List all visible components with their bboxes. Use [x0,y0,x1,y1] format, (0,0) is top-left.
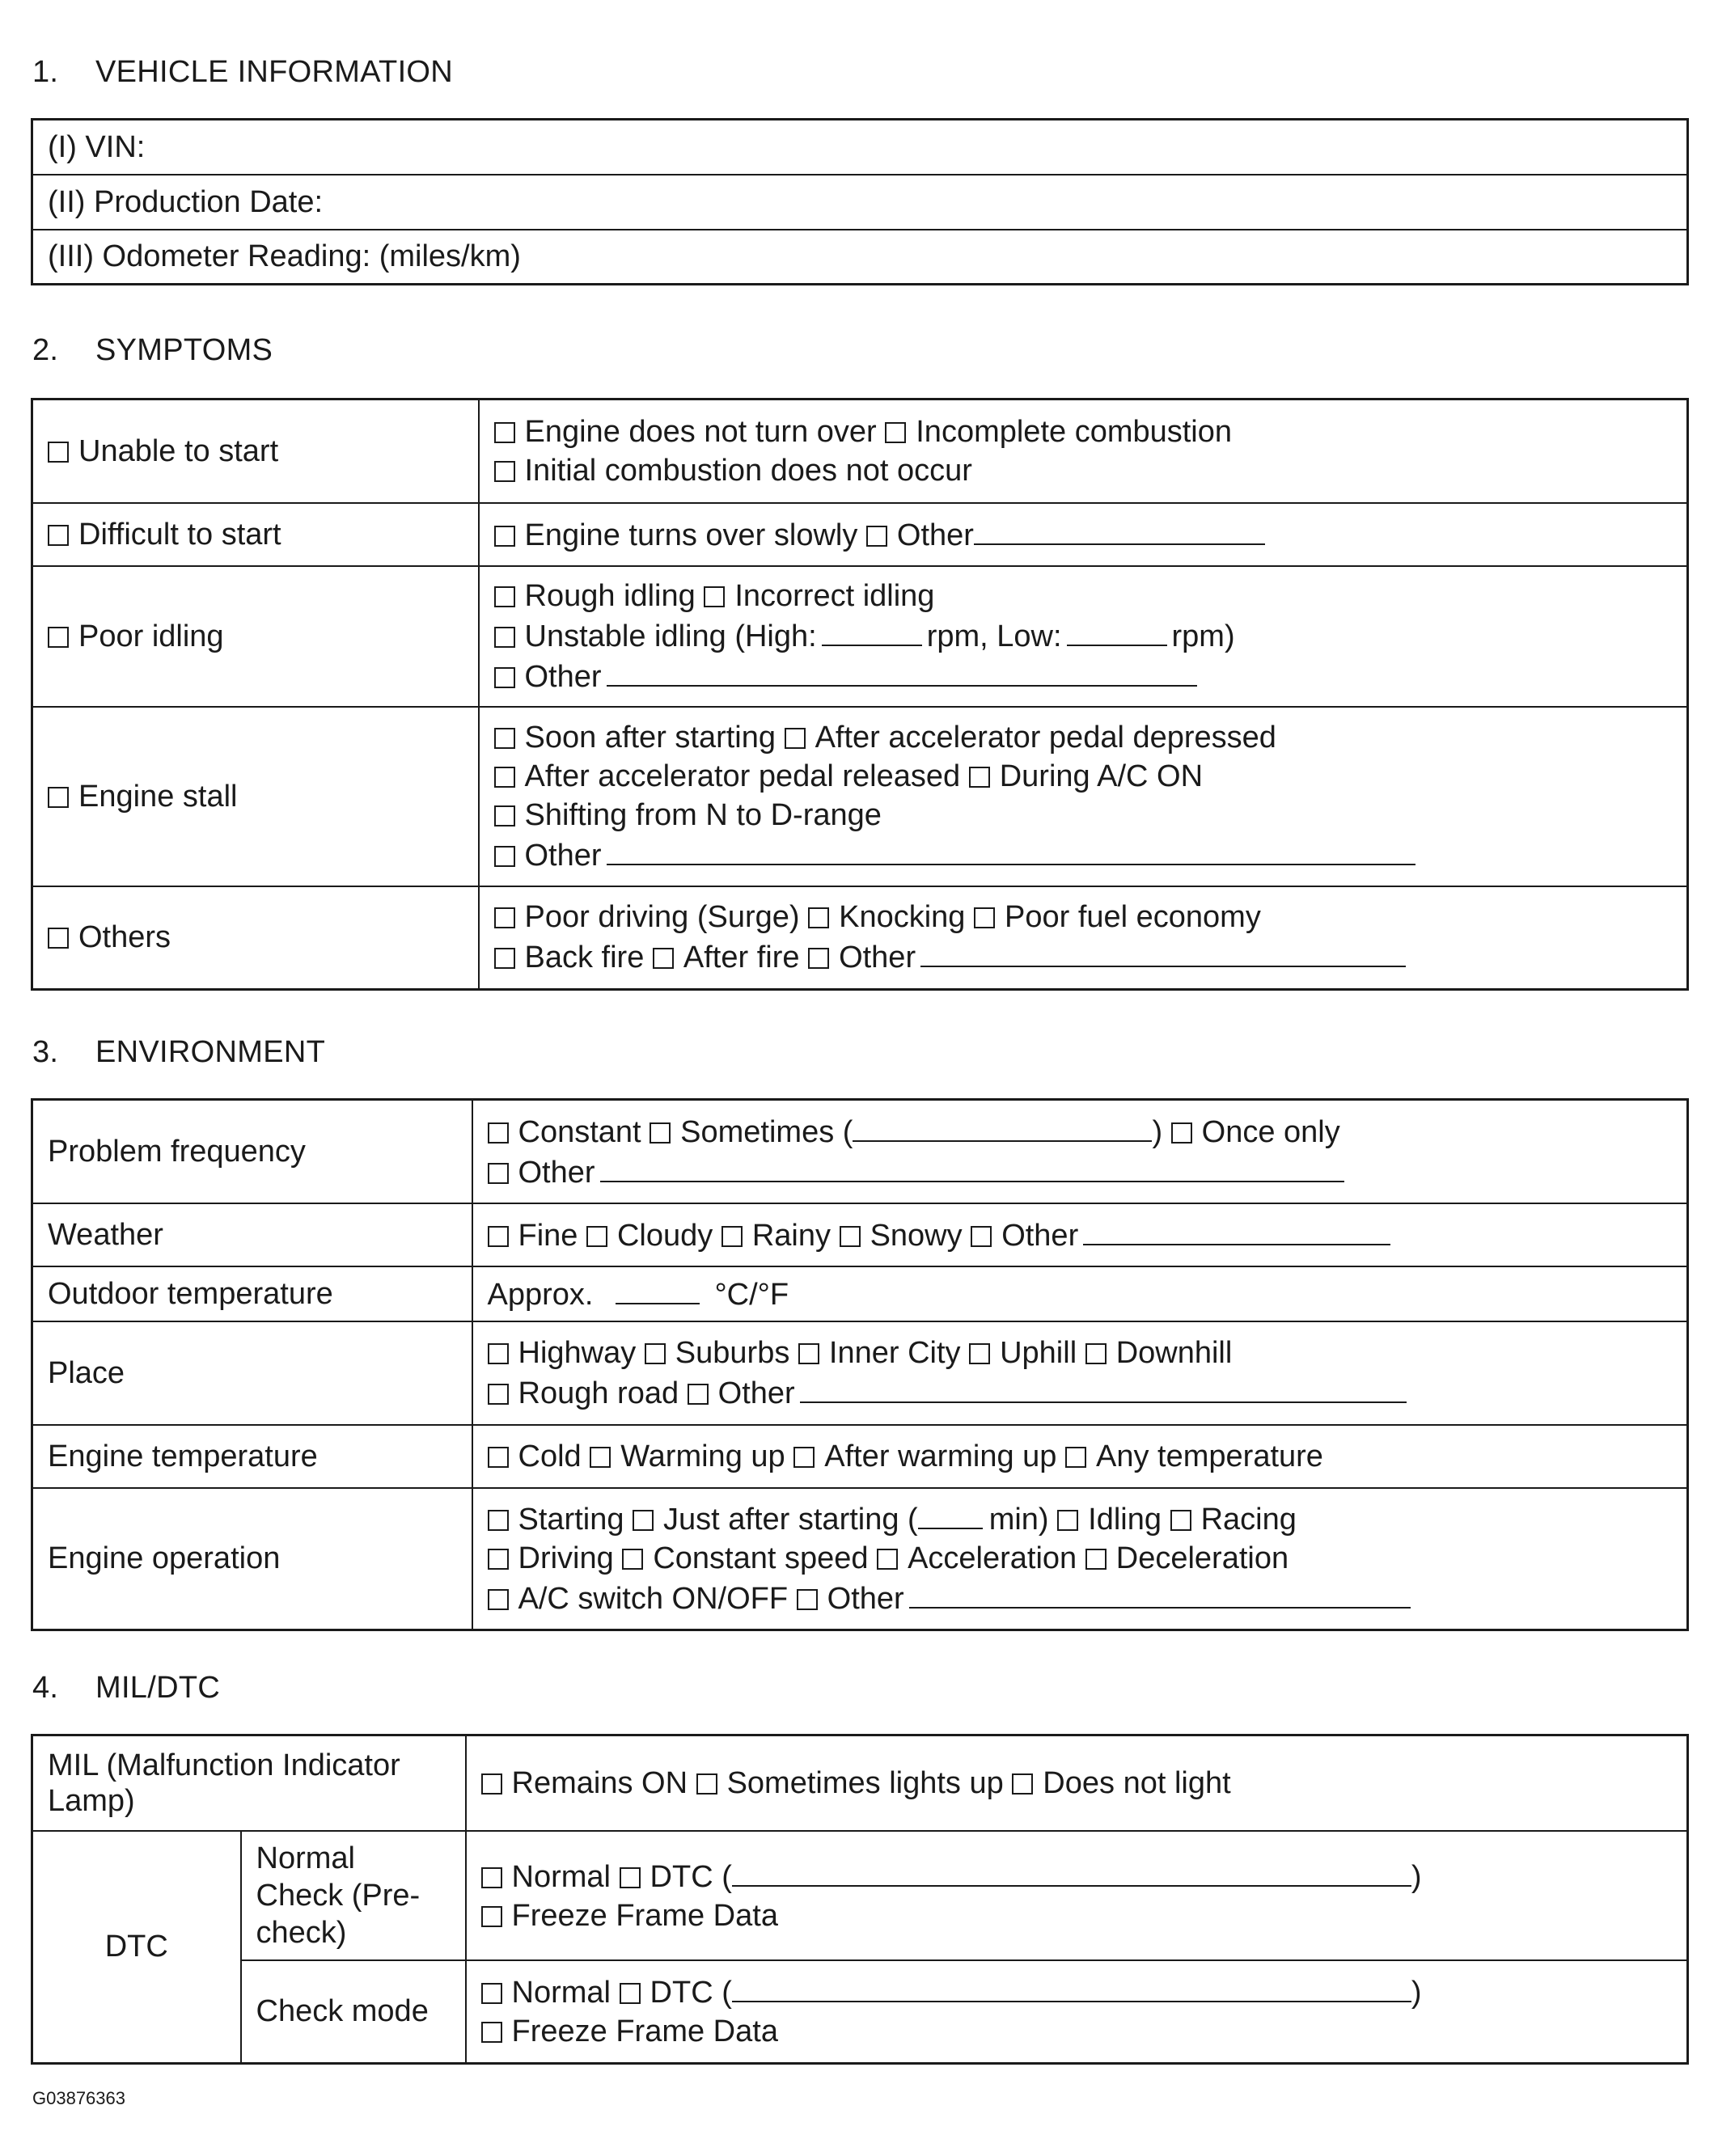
checkbox[interactable] [481,1983,502,2004]
checkbox[interactable] [704,586,725,607]
blank-line[interactable] [1083,1215,1390,1245]
checkbox[interactable] [653,948,674,969]
dtc-label: DTC [32,1831,241,2064]
env-problem-frequency-label: Problem frequency [32,1100,472,1203]
checkbox[interactable] [633,1510,654,1531]
checkbox[interactable] [620,1983,641,2004]
checkbox[interactable] [622,1549,643,1570]
production-date-field[interactable]: (II) Production Date: [32,175,1688,230]
figure-code: G03876363 [32,2088,125,2108]
option-label: Normal [511,1859,611,1894]
symptom-engine-stall[interactable]: Engine stall [32,707,479,886]
option-label: Inner City [828,1335,961,1370]
blank-line[interactable] [853,1111,1152,1142]
section-environment-heading [32,1035,325,1070]
option-label: After accelerator pedal released [524,759,961,793]
option-label: Freeze Frame Data [511,1898,778,1933]
option-label: After warming up [824,1439,1057,1473]
option-label: Warming up [620,1439,785,1473]
option-label: After fire [683,941,800,975]
option-label: Other [896,518,974,552]
option-label: Poor fuel economy [1005,900,1261,935]
checkbox[interactable] [481,1867,502,1888]
option-label: rpm) [1171,619,1235,653]
option-label: Any temperature [1096,1439,1323,1473]
checkbox[interactable] [48,928,69,949]
checkbox[interactable] [840,1226,861,1247]
checkbox[interactable] [488,1589,509,1610]
option-label: Initial combustion does not occur [524,453,972,488]
env-weather-label: Weather [32,1203,472,1266]
checkbox[interactable] [969,1343,990,1364]
blank-line[interactable] [616,1274,700,1304]
checkbox[interactable] [494,667,515,688]
option-label: During A/C ON [999,759,1204,793]
option-label: Rough road [518,1376,679,1410]
checkbox[interactable] [969,767,990,788]
option-label: Suburbs [675,1335,790,1370]
option-label: Highway [518,1335,637,1370]
blank-line[interactable] [800,1372,1407,1403]
checkbox[interactable] [721,1226,743,1247]
blank-line[interactable] [918,1499,983,1529]
option-label: After accelerator pedal depressed [815,720,1276,755]
checkbox[interactable] [1012,1773,1033,1795]
section-symptoms-heading [32,333,273,368]
option-label: ) [1411,1976,1422,2010]
option-label: Back fire [524,941,645,975]
option-label: Unstable idling (High: [524,619,817,653]
vehicle-info-table [31,118,1689,285]
option-label: Just after starting ( [663,1503,918,1537]
option-label: Cold [518,1439,582,1473]
option-label: Deceleration [1115,1541,1289,1576]
option-label: Uphill [1000,1335,1077,1370]
checkbox[interactable] [808,948,829,969]
env-place-label: Place [32,1321,472,1425]
checkbox[interactable] [885,422,906,443]
section-title: ENVIRONMENT [95,1035,326,1069]
option-label: Acceleration [908,1541,1077,1576]
option-label: Other [827,1582,904,1617]
section-number: 4. [32,1671,59,1705]
option-label: Normal [511,1976,611,2010]
option-label: Constant speed [653,1541,869,1576]
checkbox[interactable] [494,846,515,867]
blank-line[interactable] [1067,615,1167,646]
checkbox[interactable] [688,1384,709,1405]
option-label: Knocking [839,900,966,935]
mil-dtc-table [31,1734,1689,2065]
option-label: Idling [1088,1503,1162,1537]
checkbox[interactable] [620,1867,641,1888]
environment-table [31,1098,1689,1631]
checkbox[interactable] [1085,1343,1107,1364]
option-label: Sometimes ( [680,1114,853,1149]
option-label: Other [524,838,602,873]
checkbox[interactable] [48,627,69,648]
blank-line[interactable] [607,835,1415,865]
checkbox[interactable] [866,526,887,547]
checkbox[interactable] [590,1447,611,1468]
temp-unit: °C/°F [714,1277,789,1312]
checkbox[interactable] [1170,1510,1191,1531]
checkbox[interactable] [488,1549,509,1570]
option-label: Sometimes lights up [726,1765,1004,1800]
option-label: Engine turns over slowly [524,518,858,552]
mil-label: MIL (Malfunction Indicator Lamp) [32,1735,466,1831]
blank-line[interactable] [732,1972,1411,2002]
section-number: 2. [32,333,59,367]
checkbox[interactable] [1057,1510,1078,1531]
checkbox[interactable] [785,728,806,749]
option-label: Driving [518,1541,614,1576]
option-label: Fine [518,1218,578,1253]
option-label: DTC ( [650,1976,732,2010]
option-label: Shifting from N to D-range [524,797,882,832]
option-label: Rough idling [524,578,696,613]
checkbox[interactable] [696,1773,717,1795]
check-mode-label: Check mode [241,1960,466,2064]
checkbox[interactable] [974,907,995,928]
checkbox[interactable] [494,461,515,482]
section-vehicle-heading [32,55,453,90]
checkbox[interactable] [488,1343,509,1364]
option-label: Soon after starting [524,720,776,755]
section-title: VEHICLE INFORMATION [95,55,454,89]
checkbox[interactable] [797,1589,818,1610]
option-label: Other [518,1155,595,1190]
option-label: Starting [518,1503,624,1537]
option-label: DTC ( [650,1859,732,1894]
symptom-others[interactable]: Others [32,886,479,990]
checkbox[interactable] [48,787,69,808]
option-label: rpm, Low: [926,619,1062,653]
checkbox[interactable] [494,586,515,607]
checkbox[interactable] [481,1906,502,1927]
option-label: Racing [1200,1503,1297,1537]
option-label: Constant [518,1114,641,1149]
checkbox[interactable] [48,442,69,463]
symptom-poor-idling[interactable]: Poor idling [32,566,479,707]
checkbox[interactable] [808,907,829,928]
checkbox[interactable] [650,1122,671,1144]
checkbox[interactable] [586,1226,607,1247]
blank-line[interactable] [607,656,1197,687]
checkbox[interactable] [488,1163,509,1184]
checkbox[interactable] [494,907,515,928]
checkbox[interactable] [481,1773,502,1795]
checkbox[interactable] [494,422,515,443]
checkbox[interactable] [488,1384,509,1405]
checkbox[interactable] [48,525,69,546]
option-label: Incorrect idling [734,578,935,613]
blank-line[interactable] [909,1578,1411,1609]
checkbox[interactable] [494,948,515,969]
option-label: A/C switch ON/OFF [518,1582,789,1617]
section-number: 3. [32,1035,59,1069]
checkbox[interactable] [798,1343,819,1364]
section-title: MIL/DTC [95,1671,221,1705]
checkbox[interactable] [645,1343,666,1364]
option-label: Remains ON [511,1765,688,1800]
section-title: SYMPTOMS [95,333,273,367]
checkbox[interactable] [877,1549,898,1570]
option-label: Incomplete combustion [916,414,1233,449]
option-label: ) [1411,1859,1422,1894]
option-label: Does not light [1043,1765,1231,1800]
section-number: 1. [32,55,59,89]
checkbox[interactable] [488,1122,509,1144]
option-label: Other [717,1376,795,1410]
option-label: min) [988,1503,1049,1537]
option-label: Engine does not turn over [524,414,877,449]
blank-line[interactable] [974,514,1265,545]
checkbox[interactable] [494,526,515,547]
checkbox[interactable] [494,767,515,788]
env-engine-operation-label: Engine operation [32,1488,472,1630]
option-label: Other [524,659,602,694]
vin-field[interactable]: (I) VIN: [32,120,1688,175]
checkbox[interactable] [494,627,515,648]
symptom-unable-to-start[interactable]: Unable to start [32,399,479,503]
checkbox[interactable] [488,1510,509,1531]
option-label: ) [1152,1114,1163,1149]
section-mil-heading [32,1671,220,1706]
option-label: Freeze Frame Data [511,2014,778,2049]
option-label: Other [839,941,916,975]
checkbox[interactable] [481,2022,502,2043]
checkbox[interactable] [971,1226,992,1247]
odometer-field[interactable]: (III) Odometer Reading: (miles/km) [32,230,1688,285]
blank-line[interactable] [920,936,1406,967]
env-outdoor-temp-label: Outdoor temperature [32,1266,472,1321]
env-engine-temp-label: Engine temperature [32,1425,472,1488]
checkbox[interactable] [1171,1122,1192,1144]
option-label: Once only [1201,1114,1340,1149]
blank-line[interactable] [822,615,922,646]
option-label: Cloudy [616,1218,713,1253]
checkbox[interactable] [488,1447,509,1468]
normal-check-label: Normal Check (Pre-check) [241,1831,466,1960]
option-label: Downhill [1115,1335,1233,1370]
blank-line[interactable] [600,1152,1344,1182]
option-label: Rainy [751,1218,831,1253]
approx-label: Approx. [487,1277,594,1312]
option-label: Poor driving (Surge) [524,900,800,935]
checkbox[interactable] [793,1447,815,1468]
checkbox[interactable] [1065,1447,1086,1468]
option-label: Other [1001,1218,1079,1253]
symptoms-table [31,398,1689,991]
symptom-difficult-to-start[interactable]: Difficult to start [32,503,479,566]
checkbox[interactable] [494,805,515,826]
checkbox[interactable] [488,1226,509,1247]
blank-line[interactable] [732,1856,1411,1887]
checkbox[interactable] [1085,1549,1107,1570]
checkbox[interactable] [494,728,515,749]
option-label: Snowy [870,1218,963,1253]
